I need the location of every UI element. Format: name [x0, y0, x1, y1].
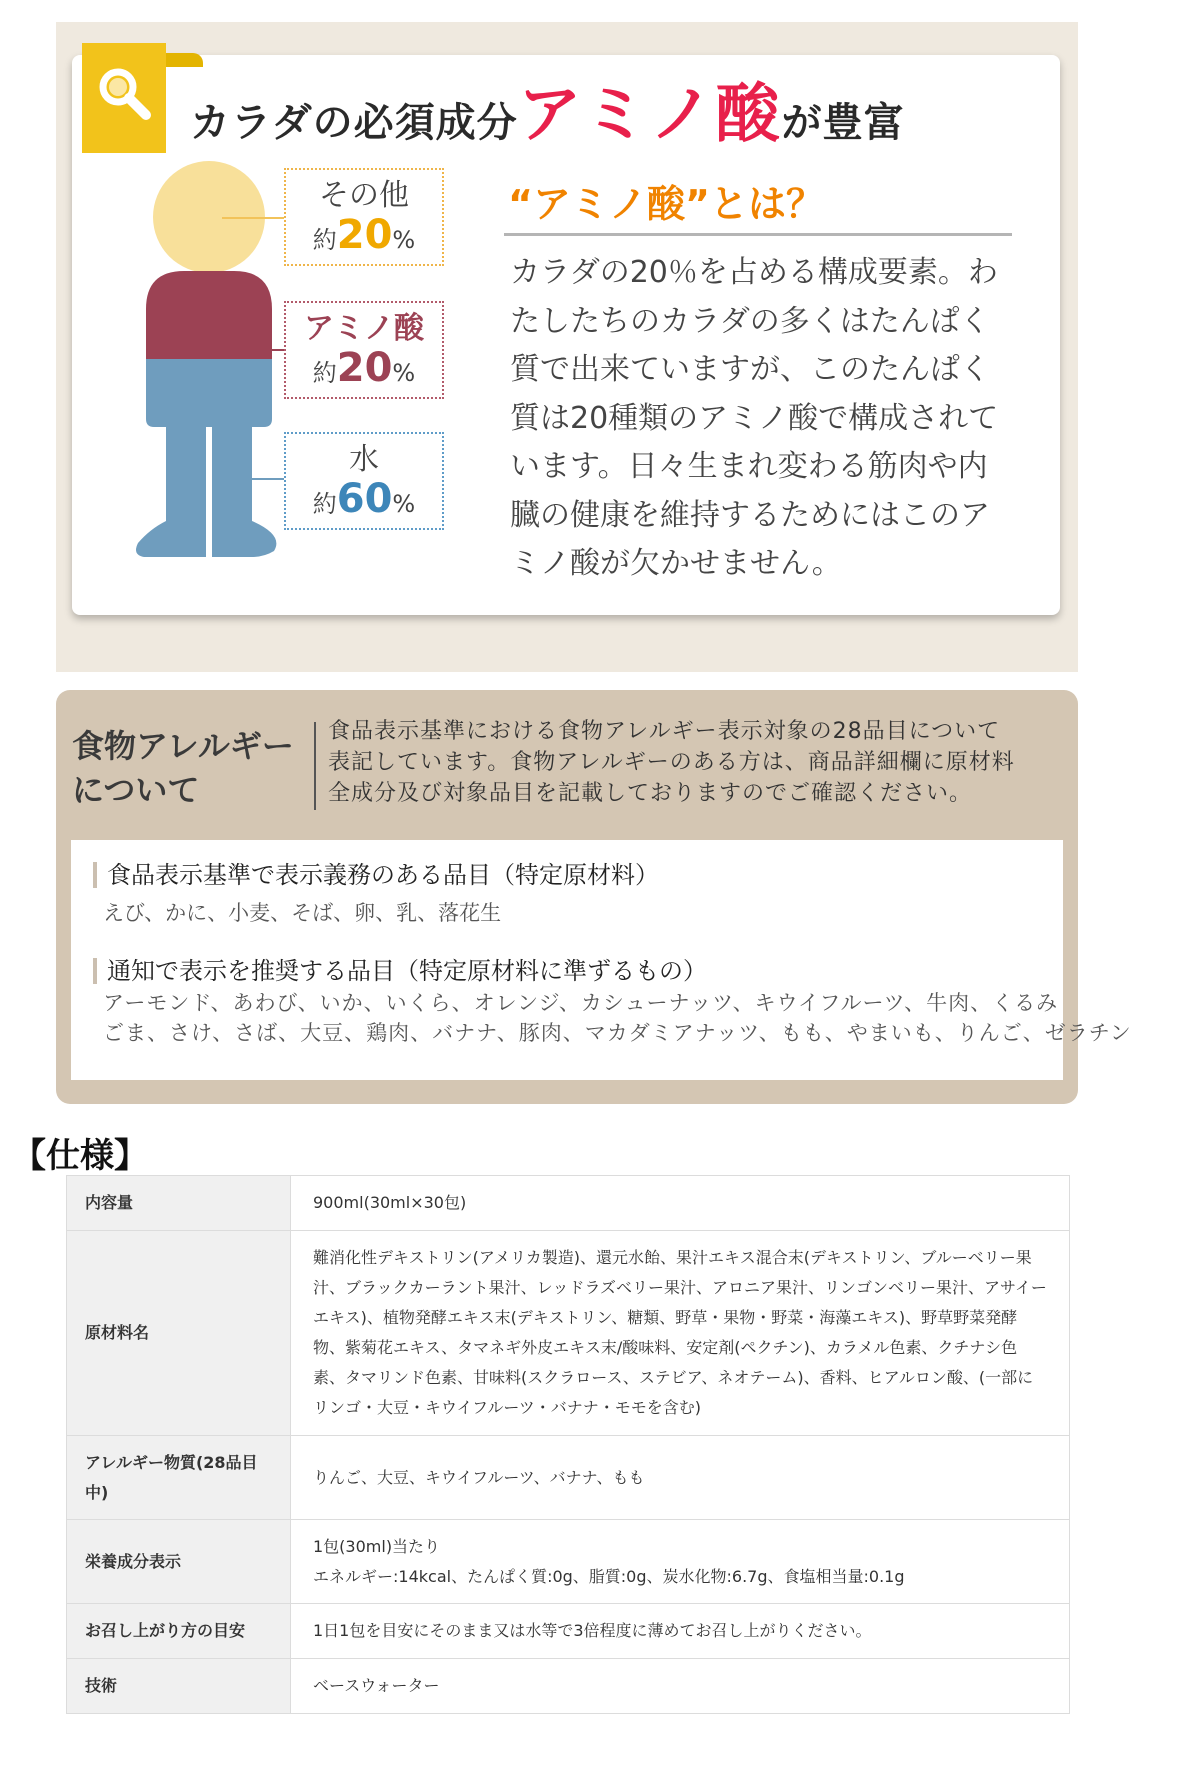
leader-amino — [222, 349, 284, 351]
amino-unit: % — [392, 359, 416, 387]
table-row — [67, 1520, 1070, 1604]
recommended-heading: 通知で表示を推奨する品目（特定原材料に準ずるもの） — [93, 958, 707, 984]
amino-percentage-box — [284, 301, 444, 399]
water-percentage-box — [284, 432, 444, 530]
spec-value: りんご、大豆、キウイフルーツ、バナナ、もも — [291, 1436, 1070, 1520]
spec-label: 原材料名 — [67, 1231, 291, 1436]
water-unit: % — [392, 490, 416, 518]
spec-label: アレルギー物質(28品目中) — [67, 1436, 291, 1520]
magnifier-icon — [94, 63, 158, 127]
allergy-intro-line2: 表記しています。食物アレルギーのある方は、商品詳細欄に原材料 — [328, 750, 1015, 775]
table-row — [67, 1231, 1070, 1436]
title-underline — [504, 233, 1012, 236]
other-approx: 約 — [312, 226, 337, 254]
page-headline — [190, 63, 905, 155]
spec-label: 内容量 — [67, 1176, 291, 1231]
figure-torso — [146, 271, 272, 359]
other-value: 20 — [336, 212, 393, 258]
spec-table — [66, 1175, 1070, 1714]
allergy-intro-line3: 全成分及び対象品目を記載しておりますのでご確認ください。 — [328, 781, 973, 806]
mandatory-items: えび、かに、小麦、そば、卵、乳、落花生 — [103, 901, 502, 925]
headline-pre: カラダの必須成分 — [190, 100, 518, 146]
body-composition-figure — [124, 159, 294, 579]
water-value: 60 — [336, 476, 393, 522]
recommended-items-line1: アーモンド、あわび、いか、いくら、オレンジ、カシューナッツ、キウイフルーツ、牛肉、くるみ — [103, 991, 1059, 1015]
search-badge — [82, 43, 166, 153]
amino-approx: 約 — [312, 359, 337, 387]
other-percentage-box — [284, 168, 444, 266]
other-label: その他 — [319, 178, 409, 213]
allergy-list-box — [71, 840, 1132, 1080]
recommended-items-line2: ごま、さけ、さば、大豆、鶏肉、バナナ、豚肉、マカダミアナッツ、もも、やまいも、りんご、ゼラチン — [103, 1021, 1132, 1045]
spec-label: 技術 — [67, 1659, 291, 1714]
leader-other — [222, 217, 284, 219]
spec-label: お召し上がり方の目安 — [67, 1604, 291, 1659]
amino-card — [72, 55, 1060, 615]
mandatory-heading: 食品表示基準で表示義務のある品目（特定原材料） — [93, 862, 659, 888]
amino-section — [56, 22, 1078, 672]
spec-value-line1: 1包(30ml)当たり — [313, 1536, 441, 1556]
amino-question-title: “アミノ酸”とは？ — [508, 182, 824, 226]
allergy-divider — [314, 722, 316, 810]
table-row — [67, 1604, 1070, 1659]
headline-post: が豊富 — [781, 100, 905, 146]
table-row — [67, 1436, 1070, 1520]
figure-legs — [136, 359, 276, 557]
allergy-title — [72, 724, 294, 812]
allergy-title-line1: 食物アレルギー — [72, 727, 294, 765]
table-row — [67, 1659, 1070, 1714]
headline-emphasis: アミノ酸 — [517, 78, 782, 152]
water-label: 水 — [349, 442, 379, 477]
water-approx: 約 — [312, 490, 337, 518]
amino-description: カラダの20％を占める構成要素。わたしたちのカラダの多くはたんぱく質で出来ていますが、このたんぱく質は20種類のアミノ酸で構成されています。日々生まれ変わる筋肉や内臓の健康を維持するためにはこのアミノ酸が欠かせません。 — [510, 255, 999, 581]
table-row — [67, 1176, 1070, 1231]
leader-water — [222, 478, 284, 480]
spec-value-line2: エネルギー:14kcal、たんぱく質:0g、脂質:0g、炭水化物:6.7g、食塩相当量:0.1g — [313, 1566, 905, 1586]
allergy-title-line2: について — [72, 771, 200, 809]
spec-value: 1日1包を目安にそのまま又は水等で3倍程度に薄めてお召し上がりください。 — [291, 1604, 1070, 1659]
allergy-intro-line1: 食品表示基準における食物アレルギー表示対象の28品目について — [328, 719, 1001, 744]
spec-value: 難消化性デキストリン(アメリカ製造)、還元水飴、果汁エキス混合末(デキストリン、ブルーベリー果汁、ブラックカーラント果汁、レッドラズベリー果汁、アロニア果汁、リンゴンベリー果汁、アサイーエキス)、植物発酵エキス末(デキストリン、糖類、野草・果物・野菜・海藻エキス)、野草野菜発酵物、紫菊花エキス、タマネギ外皮エキス末/酸味料、安定剤(ペクチン)、カラメル色素、クチナシ色素、タマリンド色素、甘味料(スクラロース、ステビア、ネオテーム)、香料、ヒアルロン酸、(一部にリンゴ・大豆・キウイフルーツ・バナナ・モモを含む) — [291, 1231, 1070, 1436]
amino-value: 20 — [336, 345, 393, 391]
spec-title: 【仕様】 — [12, 1136, 148, 1176]
spec-value: 900ml(30ml×30包) — [291, 1176, 1070, 1231]
spec-value: ベースウォーター — [291, 1659, 1070, 1714]
spec-value — [291, 1520, 1070, 1604]
spec-label: 栄養成分表示 — [67, 1520, 291, 1604]
amino-label: アミノ酸 — [304, 311, 424, 346]
allergy-section — [56, 690, 1132, 1104]
other-unit: % — [392, 226, 416, 254]
allergy-intro — [328, 716, 1068, 809]
